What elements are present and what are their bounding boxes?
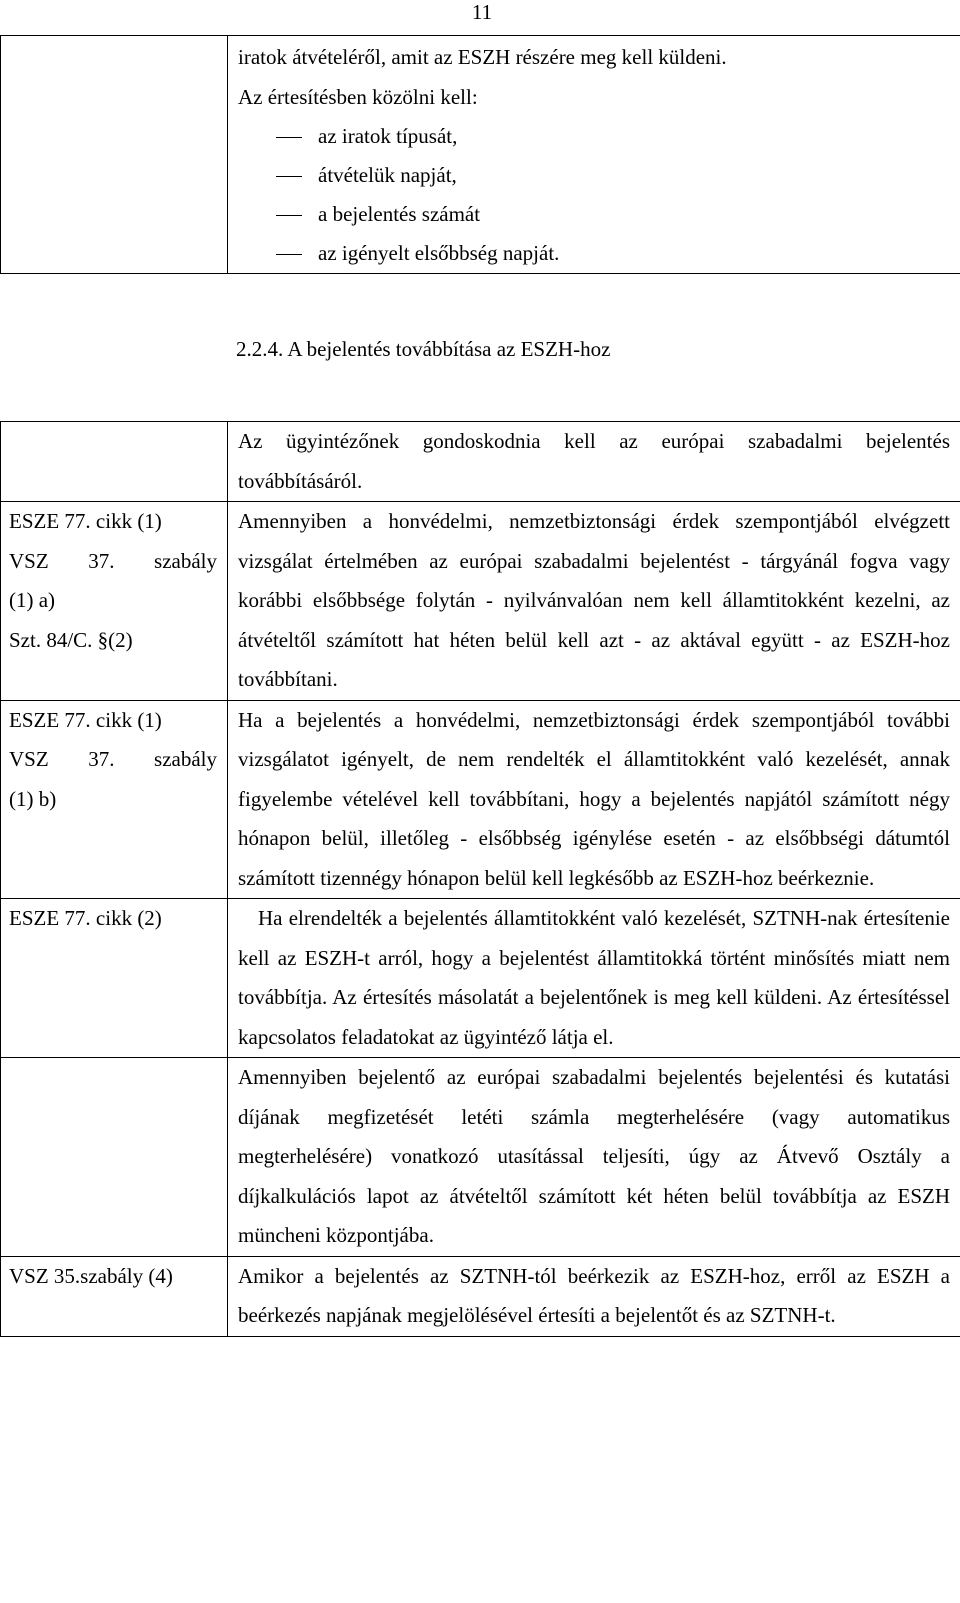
table-row [1,502,960,701]
table-row [1,422,960,502]
text-cell [228,1058,960,1257]
text-cell [228,899,960,1058]
main-table [0,421,960,1337]
section-heading: 2.2.4. A bejelentés továbbítása az ESZH-hoz [236,337,611,361]
ref-cell [1,899,228,1058]
ref-line: (1) b) [9,786,57,811]
ref-cell [1,700,228,899]
ref-line: ESZE 77. cikk (1) [9,509,162,533]
ref-cell [1,1058,228,1257]
text-cell [228,1256,960,1336]
paragraph: Ha elrendelték a bejelentés államtitokként való kezelését, SZTNH-nak értesítenie kell az ESZH-t arról, hogy a bejelentést államtitokká történt minősítés miatt nem továbbítja. Az értesítés másolatát a bejelentőnek is meg kell küldeni. Az értesítéssel kapcsolatos feladatokat az ügyintéző látja el. [238,906,950,1049]
paragraph: Amennyiben bejelentő az európai szabadalmi bejelentés bejelentési és kutatási díjának megfizetését letéti számla megterhelésére (vagy automatikus megterhelésére) vonatkozó utasítással teljesíti, úgy az Átvevő Osztály a díjkalkulációs lapot az átvételtől számított két héten belül továbbítja az ESZH müncheni központjába. [238,1065,950,1247]
ref-line: (1) a) [9,588,56,612]
text-cell [228,422,960,502]
top-left-cell [1,36,228,274]
list-item: a bejelentés számát [276,195,950,234]
text-cell [228,700,960,899]
list-item: átvételük napját, [276,156,950,195]
page-number: 11 [471,0,493,24]
text-line: Az értesítésben közölni kell: [238,84,478,109]
list-item: az igényelt elsőbbség napját. [276,234,950,273]
paragraph: Az ügyintézőnek gondoskodnia kell az európai szabadalmi bejelentés továbbításáról. [238,429,950,493]
ref-line: VSZ 35.szabály (4) [9,1263,173,1288]
text-line: iratok átvételéről, amit az ESZH részére meg kell küldeni. [238,45,727,69]
ref-cell [1,502,228,701]
paragraph: Ha a bejelentés a honvédelmi, nemzetbiztonsági érdek szempontjából további vizsgálatot igényelt, de nem rendelték el államtitokként való kezelését, annak figyelembe vételével kell továbbítani, hogy a bejelentés napjától számított négy hónapon belül, illetőleg - elsőbbség igénylése esetén - az elsőbbségi dátumtól számított tizennégy hónapon belül kell legkésőbb az ESZH-hoz beérkeznie. [238,707,950,890]
ref-cell [1,1256,228,1336]
ref-line: VSZ 37. szabály [9,548,217,573]
ref-line: Szt. 84/C. §(2) [9,627,133,652]
ref-line: ESZE 77. cikk (2) [9,906,162,930]
text-cell [228,502,960,701]
top-table [0,35,960,274]
ref-line: ESZE 77. cikk (1) [9,707,162,732]
table-row [1,700,960,899]
paragraph: Amennyiben a honvédelmi, nemzetbiztonsági érdek szempontjából elvégzett vizsgálat értelmében az európai szabadalmi bejelentést - tárgyánál fogva vagy korábbi elsőbbsége folytán - nyilvánvalóan nem kell államtitokként kezelni, az átvételtől számított hat héten belül kell azt - az aktával együtt - az ESZH-hoz továbbítani. [238,509,950,691]
ref-line: VSZ 37. szabály [9,747,217,771]
table-row [1,1058,960,1257]
paragraph: Amikor a bejelentés az SZTNH-tól beérkezik az ESZH-hoz, erről az ESZH a beérkezés napjának megjelölésével értesíti a bejelentőt és az SZTNH-t. [238,1263,950,1327]
ref-cell [1,422,228,502]
list-item: az iratok típusát, [276,117,950,156]
top-right-cell [228,36,960,274]
table-row [1,899,960,1058]
dash-list [238,117,950,273]
table-row [1,1256,960,1336]
